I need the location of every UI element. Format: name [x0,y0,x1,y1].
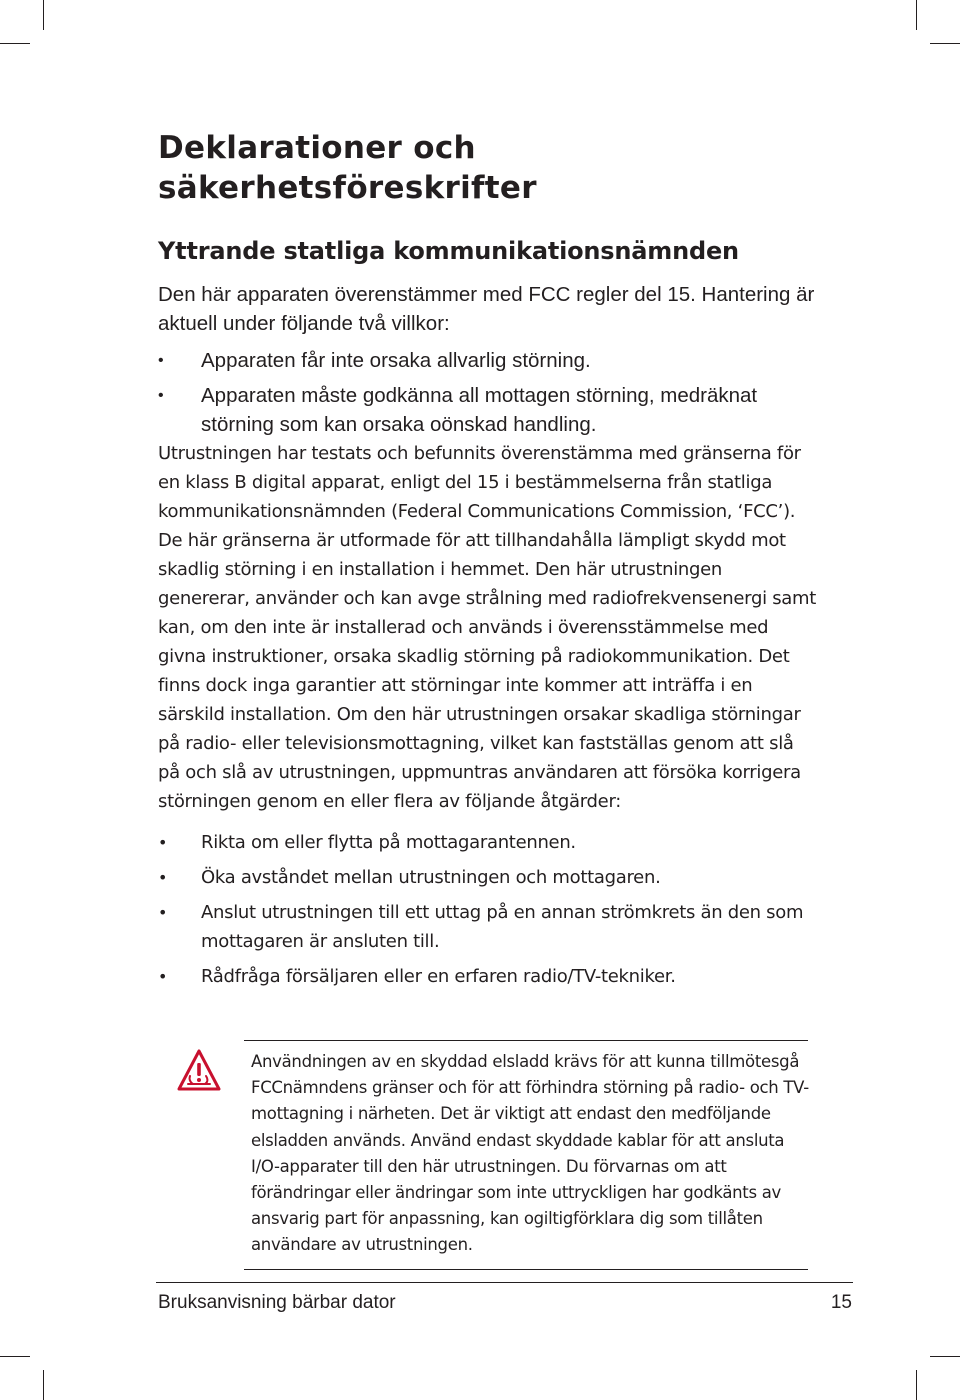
crop-mark [0,43,30,44]
measures-list [158,828,818,991]
crop-mark [43,0,44,30]
crop-mark [916,1370,917,1400]
intro-paragraph: Den här apparaten överenstämmer med FCC regler del 15. Hantering är aktuell under följande två villkor: [158,283,815,335]
page-title: Deklarationer och säkerhetsföreskrifter [158,130,537,206]
crop-mark [43,1370,44,1400]
list-item: • Anslut utrustningen till ett uttag på en annan strömkrets än den som mottagaren är ansluten till. [158,898,818,956]
crop-mark [930,1356,960,1357]
crop-mark [916,0,917,30]
footer-rule [156,1282,853,1283]
list-item: • Rikta om eller flytta på mottagarantennen. [158,828,818,857]
list-item: • Rådfråga försäljaren eller en erfaren radio/TV-tekniker. [158,962,818,991]
conditions-list [158,346,818,439]
crop-mark [930,43,960,44]
section-title: Yttrande statliga kommunikationsnämnden [158,237,739,265]
warning-hand-icon [176,1048,222,1094]
body-paragraph: Utrustningen har testats och befunnits överenstämma med gränserna för en klass B digital apparat, enligt del 15 i bestämmelserna från statliga kommunikationsnämnden (Federal Communications Commission, ‘FCC’). De här gränserna är utformade för att tillhandahålla lämpligt skydd mot skadlig störning i en installation i hemmet. Den här utrustningen genererar, använder och kan avge strålning med radiofrekvensenergi samt kan, om den inte är installerad och används i överensstämmelse med givna instruktioner, orsaka skadlig störning på radiokommunikation. Det finns dock inga garantier att störningar inte kommer att inträffa i en särskild installation. Om den här utrustningen orsakar skadliga störningar på radio- eller televisionsmottagning, vilket kan fastställas genom att slå på och slå av utrustningen, uppmuntras användaren att försöka korrigera störningen genom en eller flera av följande åtgärder: [158,443,816,812]
list-item: • Apparaten måste godkänna all mottagen störning, medräknat störning som kan orsaka oönskad handling. [158,381,818,439]
footer-page-number: 15 [830,1292,852,1313]
warning-note [158,1040,808,1270]
crop-mark [0,1356,30,1357]
footer-manual-title: Bruksanvisning bärbar dator [158,1292,396,1313]
main-content [158,128,818,997]
list-item: • Öka avståndet mellan utrustningen och mottagaren. [158,863,818,892]
note-bottom-rule [244,1269,808,1270]
note-top-rule [244,1040,808,1041]
list-item: • Apparaten får inte orsaka allvarlig störning. [158,346,818,375]
warning-text: Användningen av en skyddad elsladd krävs för att kunna tillmötesgå FCCnämndens gränser och för att förhindra störning på radio- och TV-mottagning i närheten. Det är viktigt att endast den medföljande elsladden används. Använd endast skyddade kablar för att ansluta I/O-apparater till den här utrustningen. Du förvarnas om att förändringar eller ändringar som inte uttryckligen har godkänts av ansvarig part för anpassning, kan ogiltigförklara dig som tillåten användare av utrustningen. [251,1052,809,1255]
